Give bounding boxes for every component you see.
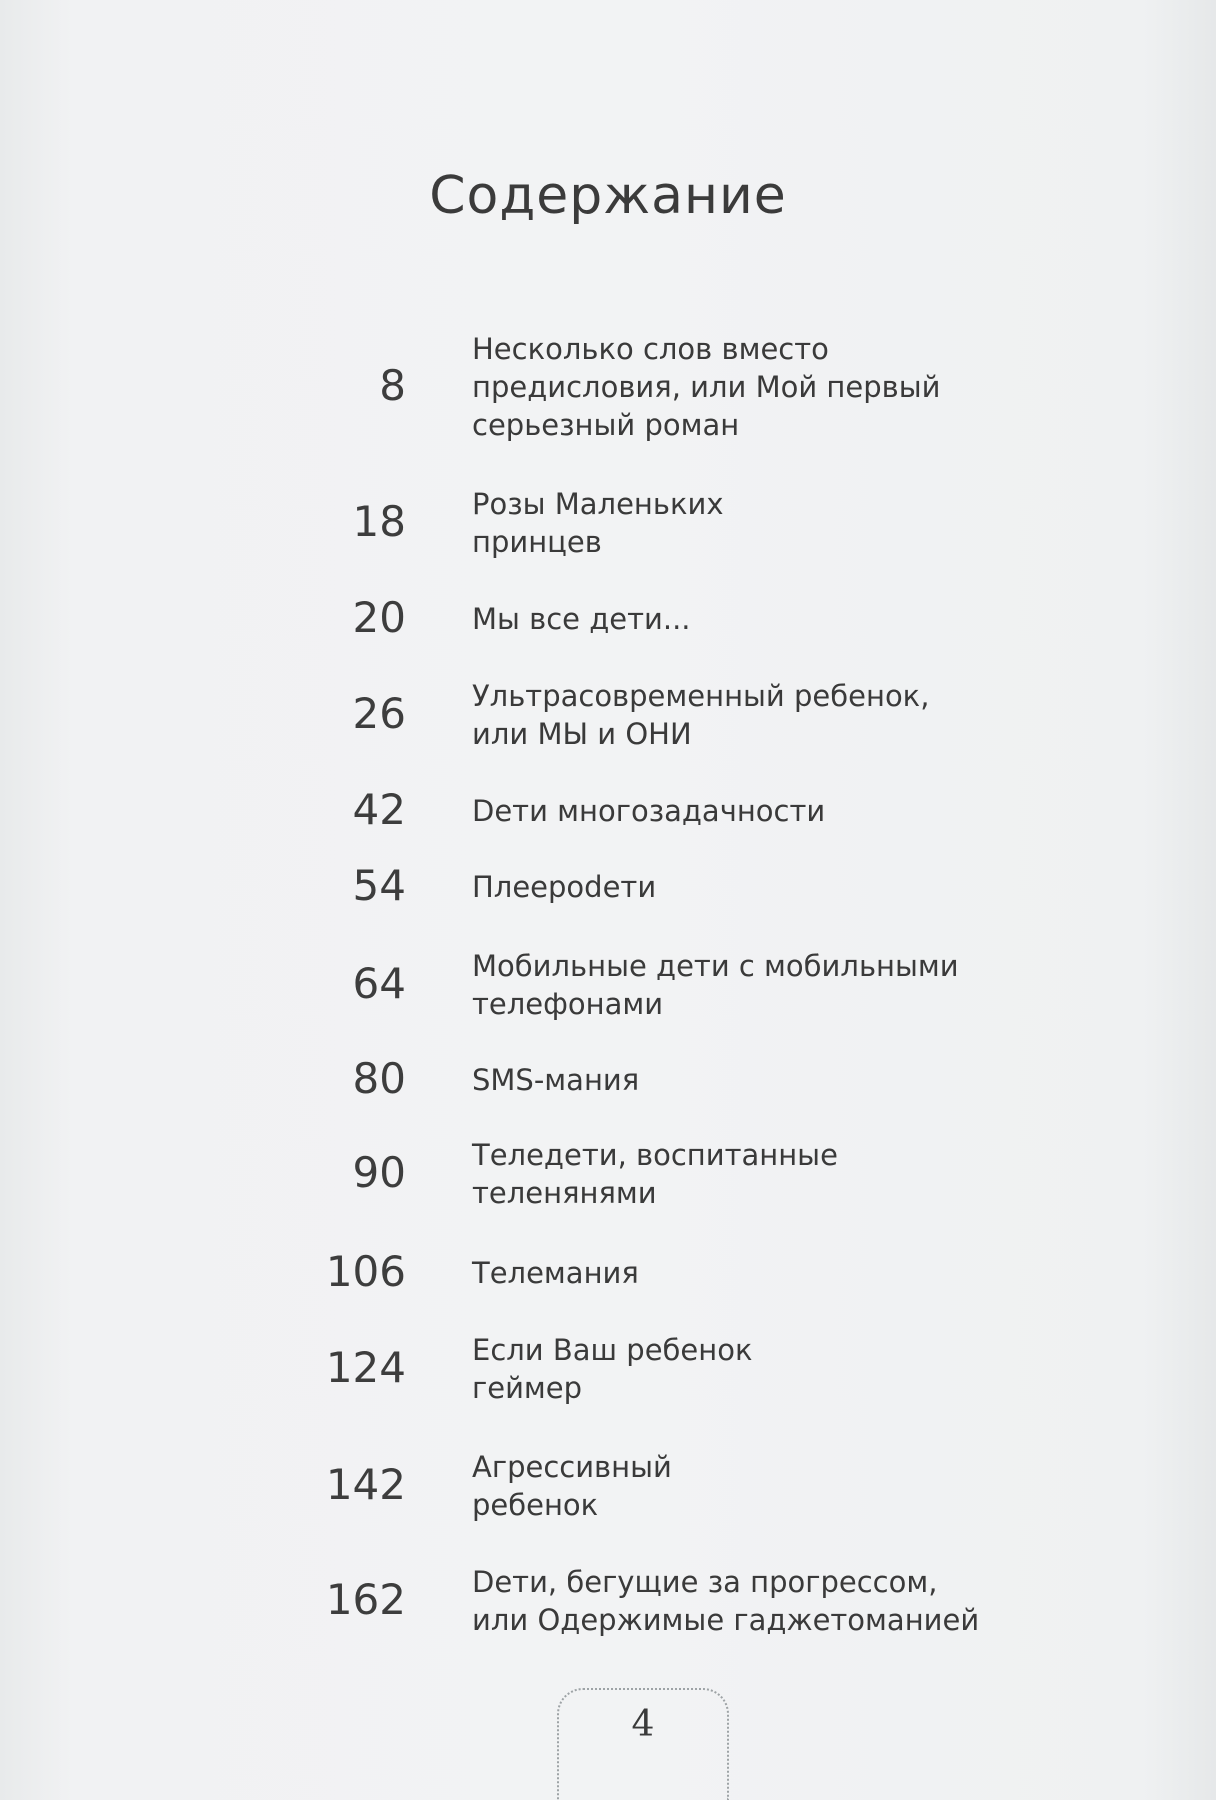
toc-entry-title — [472, 1448, 1032, 1524]
toc-page-number: 142 — [325, 1460, 406, 1509]
toc-entry-title-line: Мобильные дети с мобильными — [472, 949, 959, 983]
toc-page-number: 18 — [352, 497, 406, 546]
toc-entry-title — [472, 1136, 1032, 1212]
toc-entry-title-line: Теледети, воспитанные — [472, 1138, 838, 1172]
toc-entry-title-line: Dети многозадачности — [472, 794, 826, 828]
toc-page-number: 20 — [352, 593, 406, 642]
toc-entry-title-line: телефонами — [472, 987, 664, 1021]
toc-entry-title-line: Агрессивный — [472, 1450, 672, 1484]
toc-page-number: 162 — [325, 1575, 406, 1624]
toc-entry-title-line: или Одержимые гаджетоманией — [472, 1603, 980, 1637]
toc-entry-title — [472, 677, 1032, 753]
toc-entry-title-line: SMS-мания — [472, 1063, 640, 1097]
toc-entry-title — [472, 792, 1032, 830]
toc-entry-title-line: Dети, бегущие за прогрессом, — [472, 1565, 938, 1599]
toc-page-number: 124 — [325, 1343, 406, 1392]
toc-entry-title — [472, 1563, 1032, 1639]
toc-entry-title-line: Ультрасовременный ребенок, — [472, 679, 930, 713]
toc-entry-title — [472, 1254, 1032, 1292]
toc-entry-title-line: Если Ваш ребенок — [472, 1333, 753, 1367]
toc-entry-title-line: Телемания — [472, 1256, 639, 1290]
toc-entry-title-line: или МЫ и ОНИ — [472, 717, 692, 751]
toc-page-number: 80 — [352, 1054, 406, 1103]
toc-entry-title — [472, 330, 1032, 444]
toc-entry-title-line: геймер — [472, 1371, 583, 1405]
toc-page-number: 54 — [352, 861, 406, 910]
toc-entry-title — [472, 868, 1032, 906]
toc-entry-title — [472, 947, 1032, 1023]
toc-entry-title-line: Розы Маленьких — [472, 487, 724, 521]
toc-entry-title-line: предисловия, или Мой первый — [472, 370, 941, 404]
toc-entry-title — [472, 600, 1032, 638]
toc-entry-title — [472, 485, 1032, 561]
toc-page-number: 90 — [352, 1148, 406, 1197]
toc-page-number: 8 — [379, 361, 406, 410]
toc-entry-title — [472, 1331, 1032, 1407]
toc-entry-title-line: Несколько слов вместо — [472, 332, 829, 366]
page-title: Содержание — [429, 166, 787, 226]
toc-page-number: 42 — [352, 785, 406, 834]
toc-entry-title-line: ребенок — [472, 1488, 599, 1522]
toc-page-number: 106 — [325, 1247, 406, 1296]
toc-entry-title-line: принцев — [472, 525, 602, 559]
toc-page-number: 26 — [352, 689, 406, 738]
toc-entry-title-line: теленянями — [472, 1176, 657, 1210]
page-number: 4 — [631, 1704, 655, 1745]
toc-entry-title-line: Плеероdети — [472, 870, 657, 904]
toc-entry-title-line: Мы все дети... — [472, 602, 691, 636]
toc-entry-title-line: серьезный роман — [472, 408, 740, 442]
toc-page-number: 64 — [352, 959, 406, 1008]
toc-entry-title — [472, 1061, 1032, 1099]
